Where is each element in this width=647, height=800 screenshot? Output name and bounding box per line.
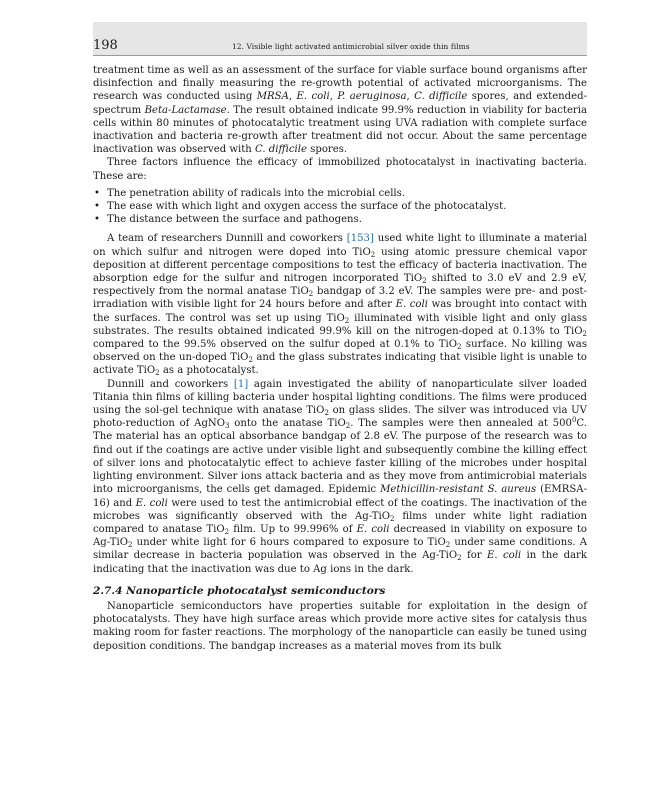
- paragraph-dunnill-sulfur-nitrogen: A team of researchers Dunnill and coworkers [153] used white light to illuminate a material on which sulfur and nitrogen were doped into TiO$_2$ using atomic pressure chemical vapor deposition at different percentage compositions to test the efficacy of bacteria inactivation. The absorption edge for the sulfur and nitrogen incorporated TiO$_2$ shifted to 3.0 eV and 2.9 eV, respectively from the normal anatase TiO$_2$ bandgap of 3.2 eV. The samples were pre- and post-irradiation with visible light for 24 hours before and after E. coli was brought into contact with the surfaces. The control was set up using TiO$_2$ illuminated with visible light and only glass substrates. The results obtained indicated 99.9% kill on the nitrogen-doped at 0.13% to TiO$_2$ compared to the 99.5% observed on the sulfur doped at 0.1% to TiO$_2$ surface. No killing was observed on the un-doped TiO$_2$ and the glass substrates indicating that visible light is unable to activate TiO$_2$ as a photocatalyst.: [93, 233, 587, 378]
- citation-link[interactable]: [153]: [346, 233, 374, 245]
- page-body: [93, 64, 587, 653]
- bullet-icon: •: [94, 214, 100, 226]
- list-item: • The penetration ability of radicals into the microbial cells.: [94, 187, 406, 199]
- bullet-icon: •: [94, 187, 100, 199]
- page-number: 198: [93, 38, 118, 53]
- header-rule: [93, 55, 587, 56]
- paragraph-three-factors: Three factors influence the efficacy of immobilized photocatalyst in inactivating bacteria. These are:: [93, 157, 587, 182]
- paragraph-dunnill-silver: Dunnill and coworkers [1] again investigated the ability of nanoparticulate silver loaded Titania thin films of killing bacteria under hospital lighting conditions. The films were produced using the sol-gel technique with anatase TiO$_2$ on glass slides. The silver was introduced via UV photo-reduction of AgNO$_3$ onto the anatase TiO$_2$. The samples were then annealed at $500^0C$. The material has an optical absorbance bandgap of 2.8 eV. The purpose of the research was to find out if the coatings are active under visible light and subsequently combine the killing effect of silver ions and photocatalytic effect to achieve faster killing of the microbes under hospital lighting environment. Silver ions attack bacteria and as they move from antimicrobial materials into microorganisms, the cells get damaged. Epidemic Methicillin-resistant S. aureus (EMRSA-16) and E. coli were used to test the antimicrobial effect of the coatings. The inactivation of the microbes was significantly observed with the Ag-TiO$_2$ films under white light radiation compared to anatase TiO$_2$ film. Up to 99.996% of E. coli decreased in viability on exposure to Ag-TiO$_2$ under white light for 6 hours compared to exposure to TiO$_2$ under same conditions. A similar decrease in bacteria population was observed in the Ag-TiO$_2$ for E. coli in the dark indicating that the inactivation was due to Ag ions in the dark.: [93, 378, 587, 575]
- section-heading: 2.7.4 Nanoparticle photocatalyst semiconductors: [93, 584, 386, 597]
- paragraph-nanoparticle: Nanoparticle semiconductors have properties suitable for exploitation in the design of photocatalysts. They have high surface areas which provide more active sites for catalysis thus making room for faster reactions. The morphology of the nanoparticle can easily be tuned using deposition conditions. The bandgap increases as a material moves from its bulk: [93, 600, 587, 652]
- list-item: • The distance between the surface and pathogens.: [94, 214, 362, 226]
- paragraph-continuation: treatment time as well as an assessment of the surface for viable surface bound organisms after disinfection and finally measuring the re-growth potential of activated microorganisms. The research was conducted using MRSA, E. coli, P. aeruginosa, C. difficile spores, and extended-spectrum Beta-Lactamase. The result obtained indicate 99.9% reduction in viability for bacteria cells within 80 minutes of photocatalytic treatment using UVA radiation with complete surface inactivation and bacteria re-growth after treatment did not occur. About the same percentage inactivation was observed with C. difficile spores.: [93, 65, 587, 156]
- citation-link[interactable]: [1]: [233, 378, 249, 390]
- bullet-icon: •: [94, 201, 100, 213]
- running-head: 12. Visible light activated antimicrobial silver oxide thin films: [232, 42, 470, 51]
- list-item: • The ease with which light and oxygen access the surface of the photocatalyst.: [94, 201, 507, 213]
- factor-list: [93, 187, 587, 227]
